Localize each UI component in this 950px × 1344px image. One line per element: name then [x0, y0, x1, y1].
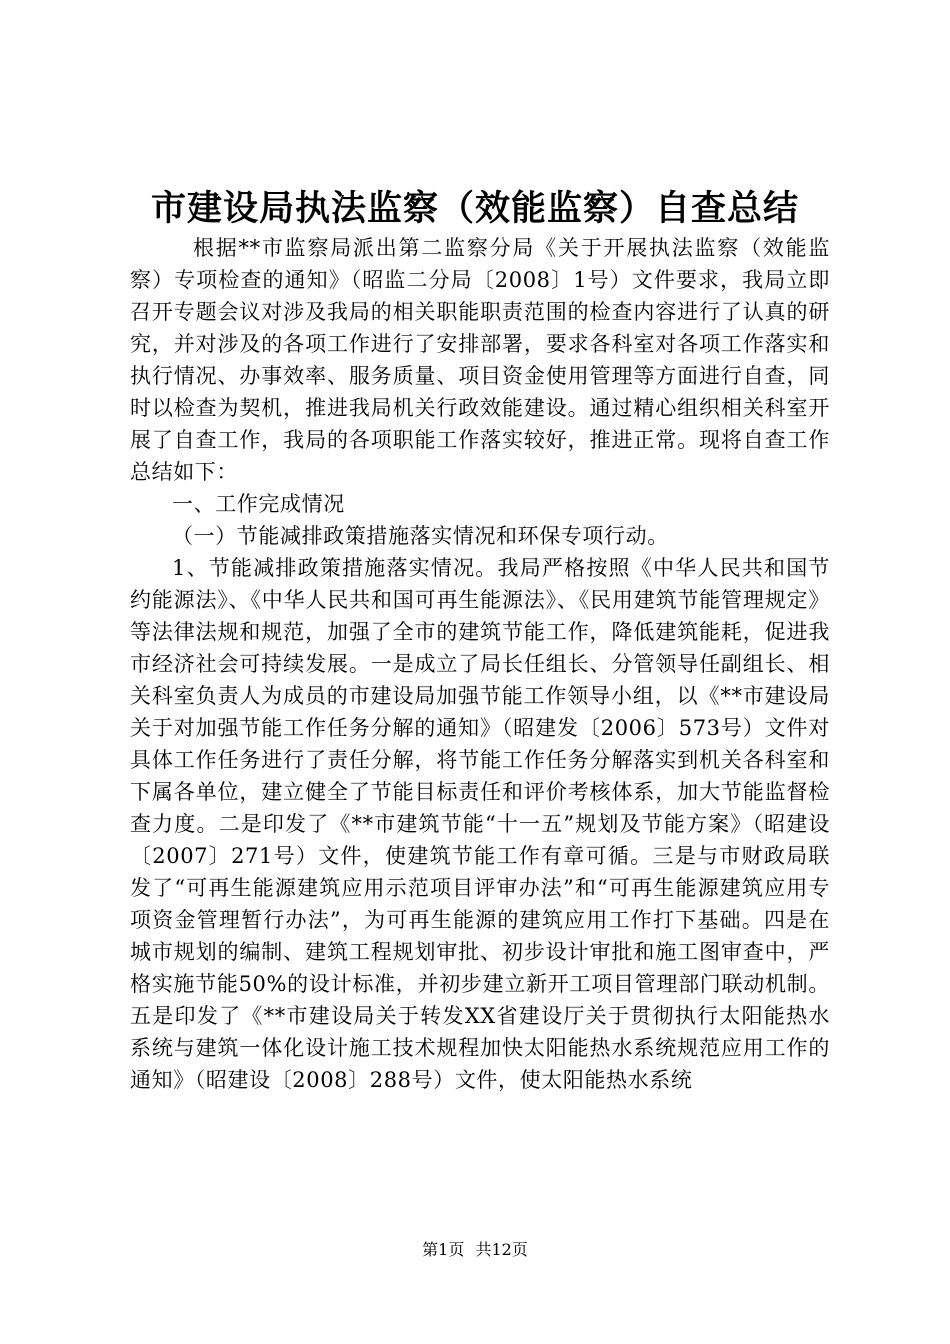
page-number: 第1页 — [422, 1240, 465, 1259]
page-total: 共12页 — [475, 1240, 528, 1259]
paragraph-energy-saving: 1、节能减排政策措施落实情况。我局严格按照《中华人民共和国节约能源法》、《中华人民共和国可再生能源法》、《民用建筑节能管理规定》等法律法规和规范，加强了全市的建筑节能工作，降低建筑能耗，促进我市经济社会可持续发展。一是成立了局长任组长、分管领导任副组长、相关科室负责人为成员的市建设局加强节能工作领导小组，以《**市建设局关于对加强节能工作任务分解的通知》（昭建发〔2006〕573号）文件对具体工作任务进行了责任分解，将节能工作任务分解落实到机关各科室和下属各单位，建立健全了节能目标责任和评价考核体系，加大节能监督检查力度。二是印发了《**市建筑节能“十一五”规划及节能方案》（昭建设〔2007〕271号）文件，使建筑节能工作有章可循。三是与市财政局联发了“可再生能源建筑应用示范项目评审办法”和“可再生能源建筑应用专项资金管理暂行办法”，为可再生能源的建筑应用工作打下基础。四是在城市规划的编制、建筑工程规划审批、初步设计审批和施工图审查中，严格实施节能50%的设计标准，并初步建立新开工项目管理部门联动机制。五是印发了《**市建设局关于转发XX省建设厅关于贯彻执行太阳能热水系统与建筑一体化设计施工技术规程加快太阳能热水系统规范应用工作的通知》（昭建设〔2008〕288号）文件，使太阳能热水系统 — [130, 556, 830, 1092]
section-heading-1: 一、工作完成情况 — [172, 492, 345, 516]
document-title: 市建设局执法监察（效能监察）自查总结 — [150, 188, 799, 229]
paragraph-intro: 根据**市监察局派出第二监察分局《关于开展执法监察（效能监察）专项检查的通知》（昭监二分局〔2008〕1号）文件要求，我局立即召开专题会议对涉及我局的相关职能职责范围的检查内容进行了认真的研究，并对涉及的各项工作进行了安排部署，要求各科室对各项工作落实和执行情况、办事效率、服务质量、项目资金使用管理等方面进行自查，同时以检查为契机，推进我局机关行政效能建设。通过精心组织相关科室开展了自查工作，我局的各项职能工作落实较好，推进正常。现将自查工作总结如下： — [130, 236, 830, 484]
page-footer — [0, 1238, 950, 1262]
subsection-heading-1: （一）节能减排政策措施落实情况和环保专项行动。 — [172, 524, 669, 548]
document-body — [130, 232, 830, 1096]
